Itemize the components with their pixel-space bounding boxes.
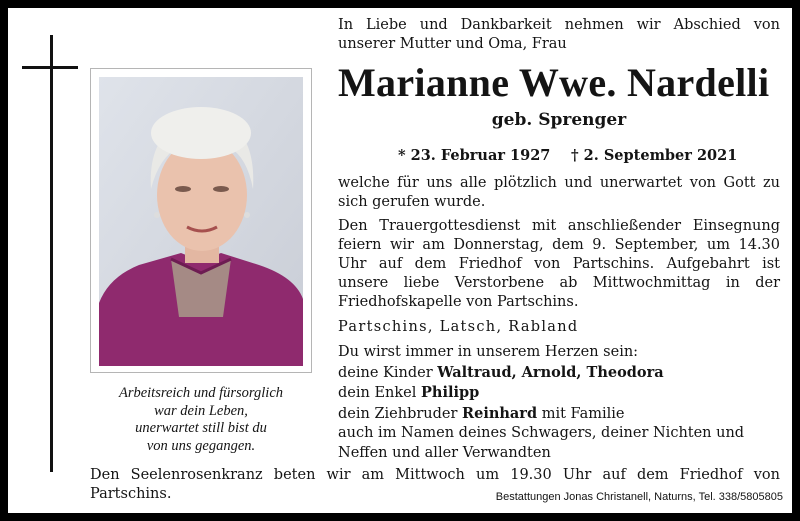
relatives-line: auch im Namen deines Schwagers, deiner Nichten und xyxy=(338,425,745,441)
maiden-name: geb. Sprenger xyxy=(491,110,627,130)
cross-icon xyxy=(50,35,53,472)
obituary-notice xyxy=(8,8,792,513)
funeral-details: Den Trauergottesdienst mit anschließender Einsegnung feiern wir am Donnerstag, dem 9. September, um 14.30 Uhr auf dem Friedhof von Partschins. Aufgebahrt ist unsere liebe Verstorbene ab Mittwochmittag in der Friedhofskapelle von Partschins. xyxy=(338,218,780,310)
grandchild-line xyxy=(338,383,780,404)
portrait-photo xyxy=(99,77,303,366)
foster-suffix: mit Familie xyxy=(537,405,625,422)
death-date: † 2. September 2021 xyxy=(571,147,738,164)
rosary-announcement: Den Seelenrosenkranz beten wir am Mittwoch um 19.30 Uhr auf dem Friedhof von Partschins. xyxy=(90,467,780,502)
grandchild-prefix: dein Enkel xyxy=(338,385,421,401)
children-line xyxy=(338,363,780,384)
foster-prefix: dein Ziehbruder xyxy=(338,405,463,422)
memorial-motto xyxy=(90,385,312,455)
portrait-frame xyxy=(90,68,312,373)
foster-brother-name: Reinhard xyxy=(462,404,538,422)
motto-line: war dein Leben, xyxy=(154,402,248,419)
mourners-block xyxy=(338,343,780,463)
motto-line: unerwartet still bist du xyxy=(135,420,267,436)
grandchild-name: Philipp xyxy=(421,384,480,401)
places-line: Partschins, Latsch, Rabland xyxy=(338,319,579,335)
motto-line: Arbeitsreich und fürsorglich xyxy=(118,385,284,401)
children-prefix: deine Kinder xyxy=(338,364,438,381)
funeral-home-credit: Bestattungen Jonas Christanell, Naturns, Tel. 338/5805805 xyxy=(495,491,783,503)
motto-line: von uns gegangen. xyxy=(146,437,256,454)
children-names: Waltraud, Arnold, Theodora xyxy=(437,363,664,381)
intro-text: In Liebe und Dankbarkeit nehmen wir Abschied von unserer Mutter und Oma, Frau xyxy=(338,17,780,52)
relatives-line: Neffen und aller Verwandten xyxy=(338,444,551,461)
cross-icon-bar xyxy=(22,66,78,69)
death-announcement: welche für uns alle plötzlich und unerwartet von Gott zu sich gerufen wurde. xyxy=(338,175,780,210)
heart-line: Du wirst immer in unserem Herzen sein: xyxy=(338,344,639,360)
deceased-name: Marianne Wwe. Nardelli xyxy=(338,60,770,105)
birth-date: * 23. Februar 1927 xyxy=(398,147,551,164)
foster-brother-line xyxy=(338,404,780,425)
